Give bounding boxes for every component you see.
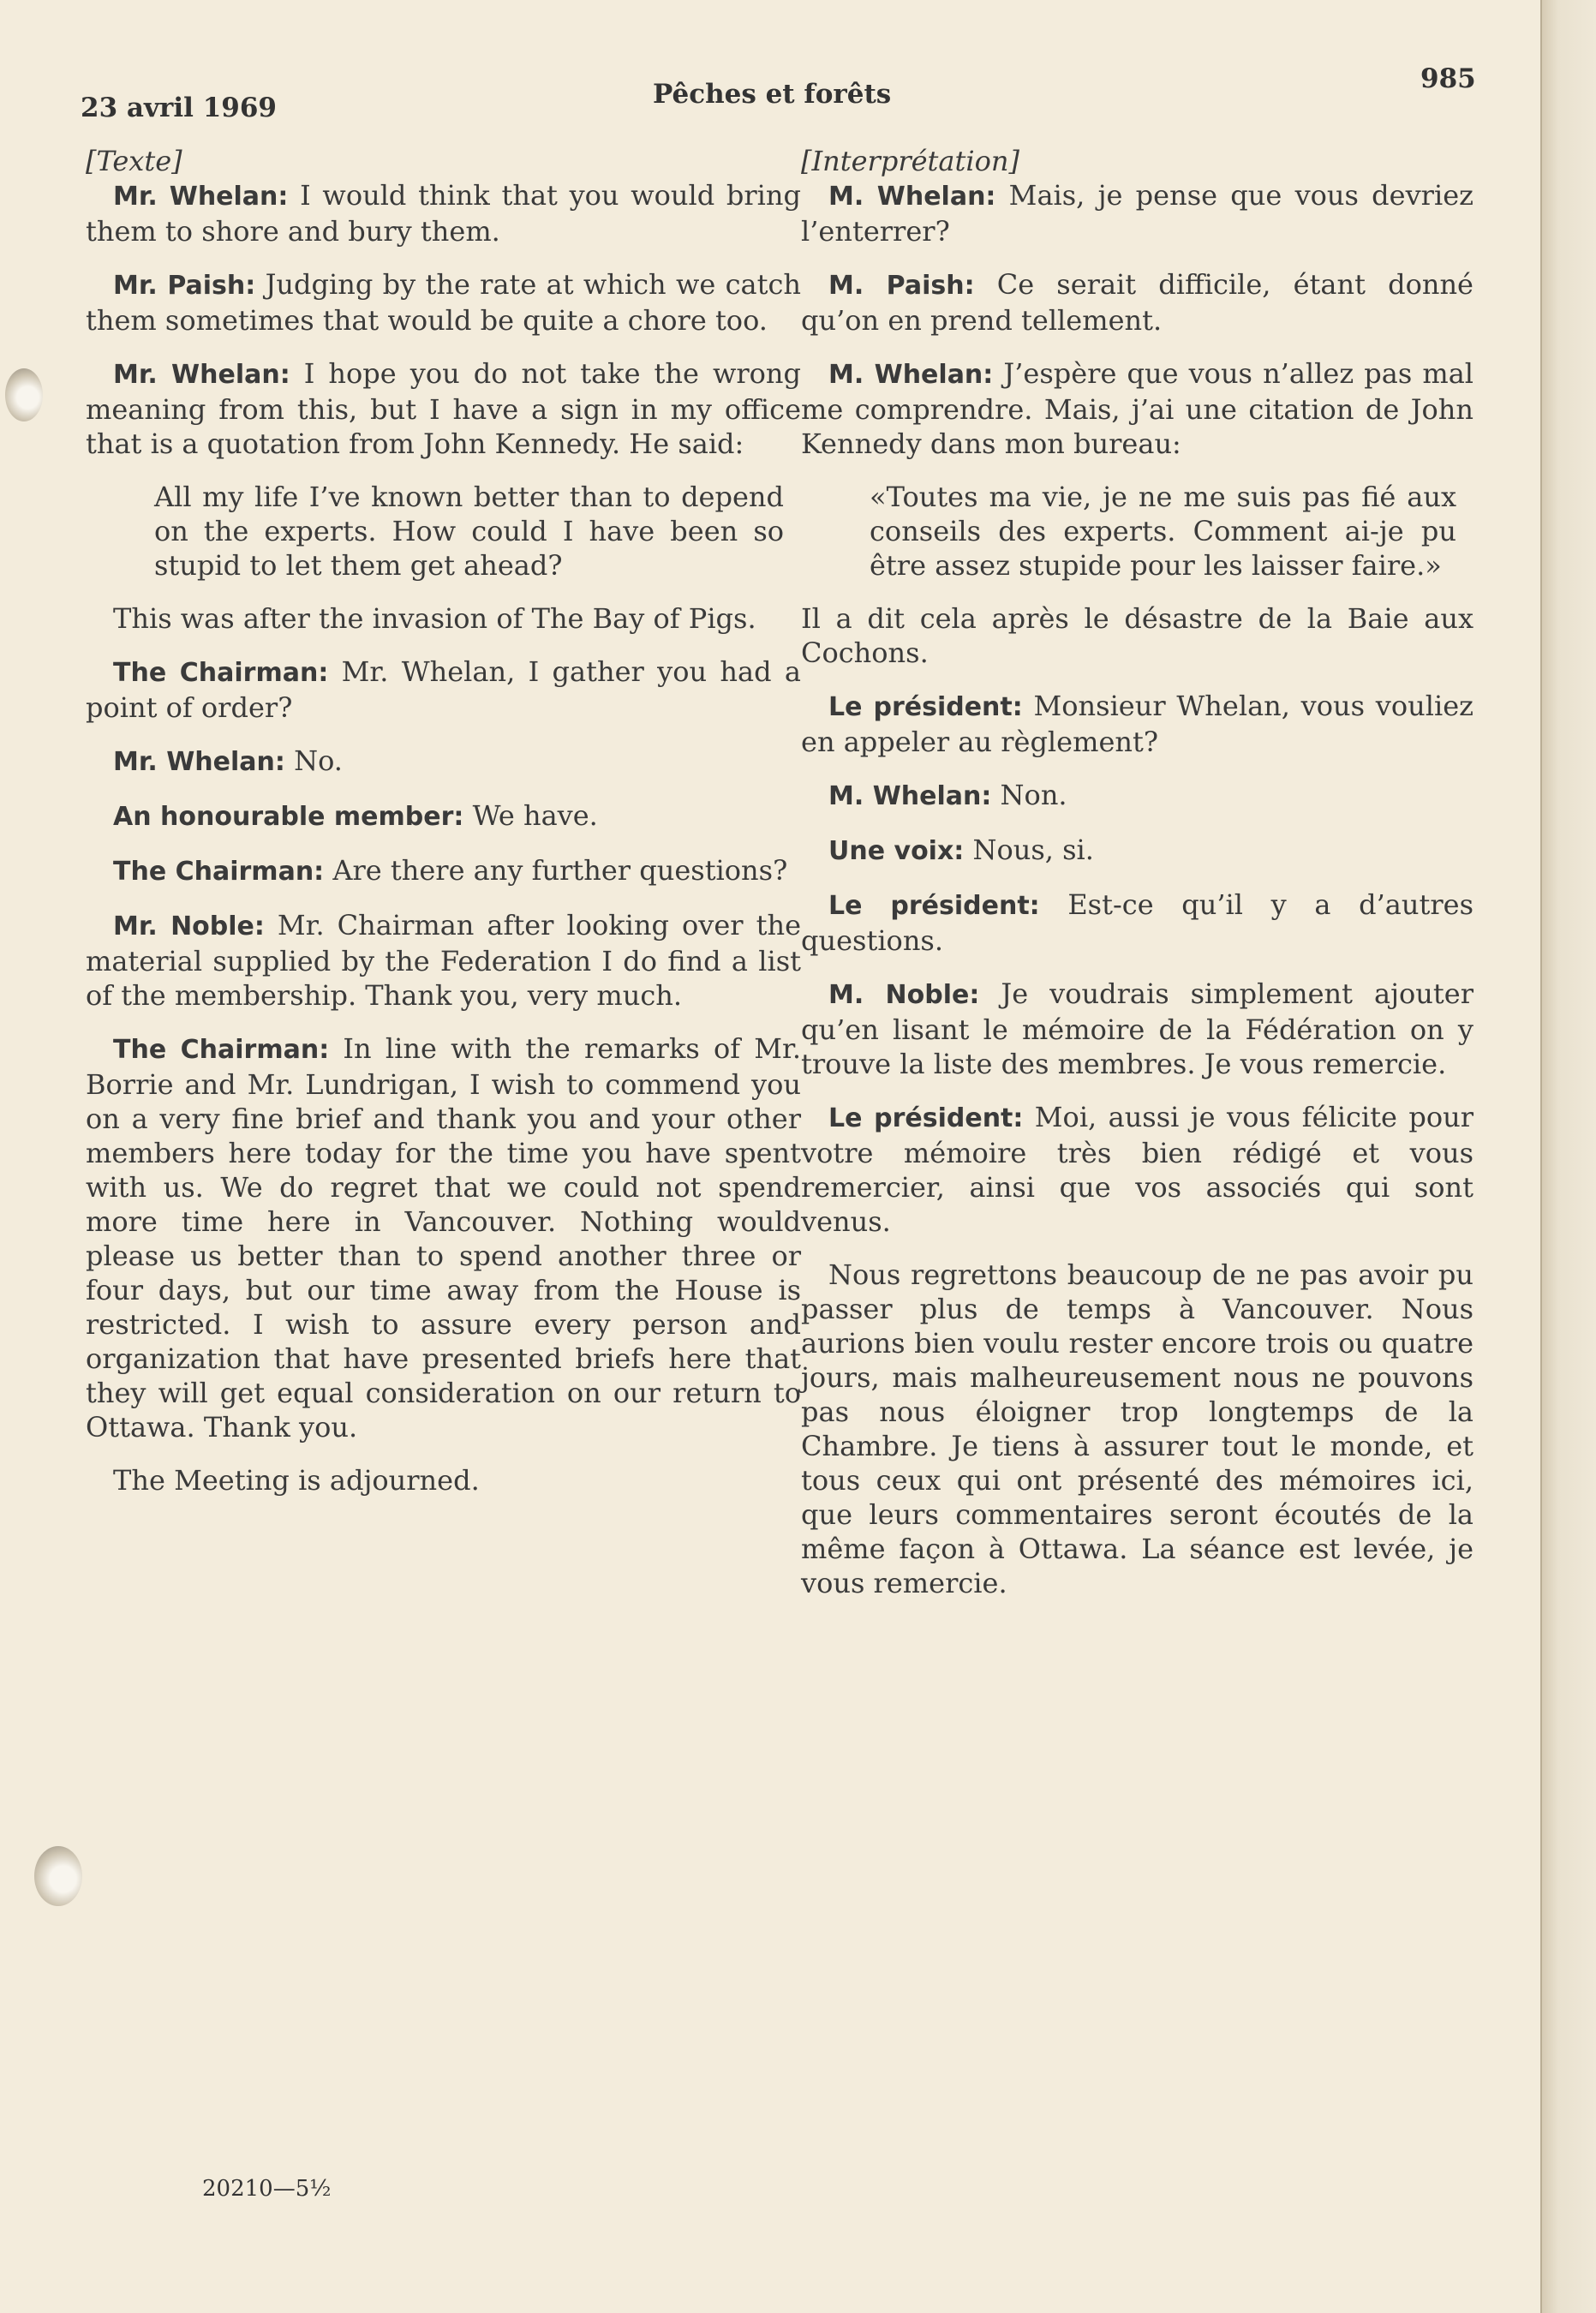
text-paragraph: The Meeting is adjourned. — [113, 1464, 480, 1497]
block-quote: All my life I’ve known better than to depend on the experts. How could I have been so stupid to let them get ahead? — [154, 481, 784, 582]
speech-paragraph — [86, 1031, 801, 1444]
speech-text: No. — [284, 744, 343, 777]
speech-text: I hope you do not take the wrong meaning from this, but I have a sign in my office that is a quotation from John Kennedy. He said: — [86, 357, 802, 460]
speaker-name: Mr. Whelan: — [113, 360, 290, 390]
text-paragraph: Nous regrettons beaucoup de ne pas avoir pu passer plus de temps à Vancouver. Nous aurions bien voulu rester encore trois ou quatre jours, mais malheureusement nous ne pouvons pas nous éloigner trop longtemps de la Chambre. Je tiens à assurer tout le monde, et tous ceux qui ont présenté des mémoires ici, que leurs commentaires seront écoutés de la même façon à Ottawa. La séance est levée, je vous remercie. — [801, 1258, 1473, 1599]
speaker-name: M. Whelan: — [828, 360, 994, 390]
english-column — [86, 144, 801, 1516]
speech-text: I would think that you would bring them to shore and bury them. — [86, 179, 801, 248]
speaker-name: Mr. Whelan: — [113, 182, 289, 212]
speaker-name: Le président: — [828, 891, 1040, 921]
section-tag: [Interprétation] — [801, 145, 1019, 177]
speech-text: Est-ce qu’il y a d’autres questions. — [801, 888, 1474, 957]
speech-paragraph — [801, 888, 1473, 958]
speaker-name: The Chairman: — [113, 658, 329, 688]
speech-paragraph — [801, 689, 1473, 759]
speaker-name: The Chairman: — [113, 1035, 330, 1065]
speech-paragraph — [86, 744, 801, 780]
speech-text: Are there any further questions? — [324, 854, 788, 887]
speech-paragraph — [801, 833, 1473, 869]
speech-paragraph — [86, 798, 801, 834]
speech-text: Nous, si. — [964, 834, 1094, 866]
speech-text: Monsieur Whelan, vous vouliez en appeler au règlement? — [801, 690, 1474, 758]
header-title: Pêches et forêts — [653, 79, 892, 110]
binder-hole — [5, 368, 43, 421]
speech-paragraph — [86, 654, 801, 725]
speech-text: J’espère que vous n’allez pas mal me comprendre. Mais, j’ai une citation de John Kennedy dans mon bureau: — [801, 357, 1474, 460]
speech-paragraph — [86, 178, 801, 248]
speech-text: Non. — [991, 779, 1067, 811]
print-number: 20210—5½ — [202, 2176, 332, 2202]
speech-text: Je voudrais simplement ajouter qu’en lisant le mémoire de la Fédération on y trouve la liste des membres. Je vous remercie. — [801, 977, 1474, 1080]
french-column — [801, 144, 1473, 1619]
speaker-name: The Chairman: — [113, 857, 325, 887]
speech-paragraph — [801, 1100, 1473, 1239]
speech-text: Mr. Whelan, I gather you had a point of order? — [86, 655, 801, 724]
text-paragraph: This was after the invasion of The Bay of Pigs. — [113, 602, 756, 635]
speech-text: Judging by the rate at which we catch them sometimes that would be quite a chore too. — [86, 268, 801, 337]
text-paragraph: Il a dit cela après le désastre de la Baie aux Cochons. — [801, 602, 1473, 669]
speaker-name: Mr. Noble: — [113, 911, 265, 941]
speech-text: Mais, je pense que vous devriez l’enterrer? — [801, 179, 1473, 248]
speech-paragraph — [86, 267, 801, 338]
speech-text: Ce serait difficile, étant donné qu’on en prend tellement. — [801, 268, 1473, 337]
speaker-name: An honourable member: — [113, 802, 464, 832]
speaker-name: M. Whelan: — [828, 781, 992, 811]
speech-paragraph — [801, 267, 1473, 338]
speech-paragraph — [801, 778, 1473, 814]
speaker-name: Le président: — [828, 692, 1023, 722]
binder-hole — [34, 1846, 82, 1906]
speech-paragraph — [86, 908, 801, 1013]
speaker-name: Mr. Whelan: — [113, 747, 285, 777]
speech-paragraph — [801, 977, 1473, 1081]
section-tag: [Texte] — [86, 145, 182, 177]
block-quote: «Toutes ma vie, je ne me suis pas fié aux conseils des experts. Comment ai-je pu être assez stupide pour les laisser faire.» — [870, 481, 1456, 582]
speech-paragraph — [86, 356, 801, 461]
speaker-name: Le président: — [828, 1103, 1024, 1133]
speaker-name: M. Whelan: — [828, 182, 996, 212]
speech-text: We have. — [463, 799, 598, 832]
speaker-name: Mr. Paish: — [113, 271, 256, 301]
speaker-name: Une voix: — [828, 836, 965, 866]
speech-paragraph — [801, 178, 1473, 248]
speech-paragraph — [801, 356, 1473, 461]
page-edge — [1540, 0, 1596, 2313]
page-number: 985 — [1420, 63, 1476, 94]
speech-text: In line with the remarks of Mr. Borrie and Mr. Lundrigan, I wish to commend you on a very fine brief and thank you and your other members here today for the time you have spent with us. We do regret that we could not spend more time here in Vancouver. Nothing would please us better than to spend another three or four days, but our time away from the House is restricted. I wish to assure every person and organization that have presented briefs here that they will get equal consideration on our return to Ottawa. Thank you. — [86, 1032, 801, 1443]
speech-text: Moi, aussi je vous félicite pour votre mémoire très bien rédigé et vous remercier, ainsi que vos associés qui sont venus. — [801, 1101, 1474, 1238]
speaker-name: M. Noble: — [828, 980, 980, 1010]
speech-paragraph — [86, 853, 801, 889]
speech-text: Mr. Chairman after looking over the material supplied by the Federation I do find a list of the membership. Thank you, very much. — [86, 909, 802, 1012]
speaker-name: M. Paish: — [828, 271, 975, 301]
header-date: 23 avril 1969 — [81, 93, 277, 123]
